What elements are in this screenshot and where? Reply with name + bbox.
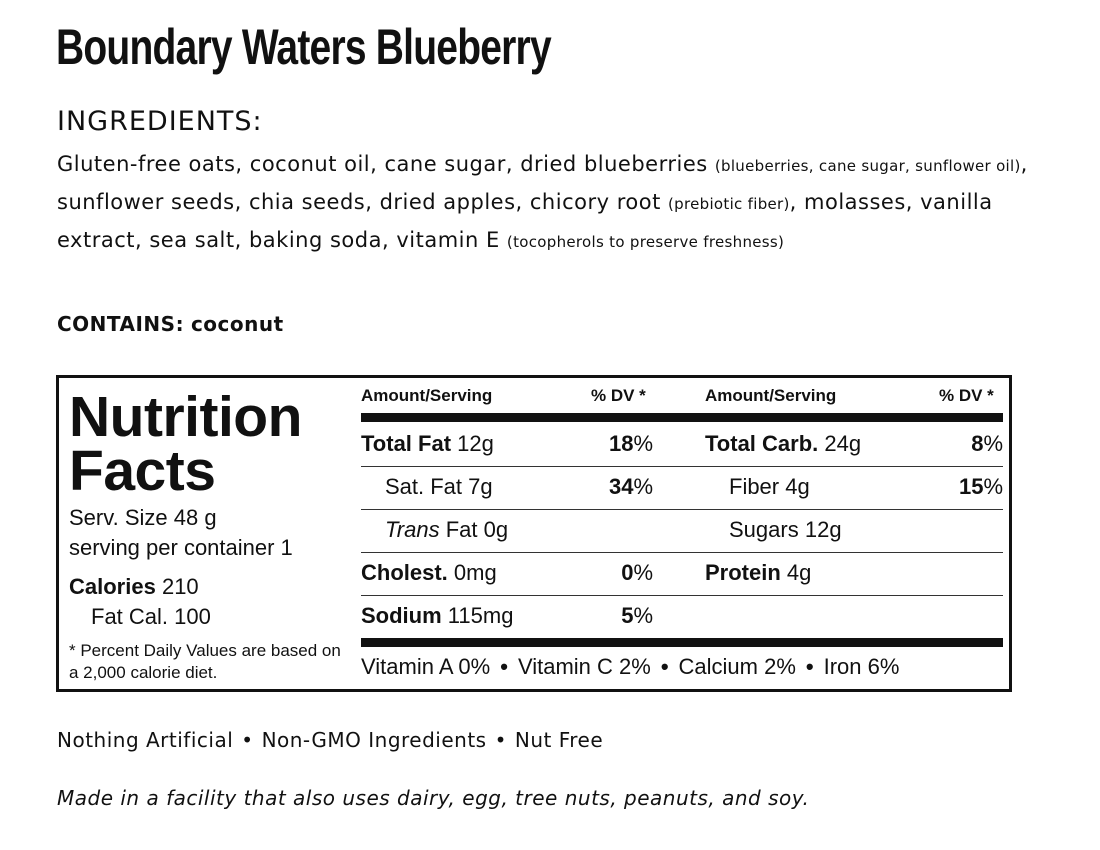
dv-sat-fat — [561, 474, 653, 500]
dv-header-right: % DV * — [939, 386, 994, 405]
calcium: Calcium 2% — [678, 654, 796, 679]
nutrient-label: Sugars — [729, 517, 799, 542]
nutrient-total-carb — [705, 431, 861, 457]
dv-value: 15 — [958, 474, 984, 499]
dv-cholesterol — [561, 560, 653, 586]
dv-total-carb — [911, 431, 1003, 457]
product-claims — [57, 728, 603, 752]
nutrition-summary — [69, 378, 349, 689]
row-divider — [361, 509, 1003, 510]
amount-header-left: Amount/Serving — [361, 386, 493, 405]
pct-sign: % — [633, 560, 653, 585]
vitamin-rule — [361, 638, 1003, 647]
claim-separator: • — [241, 728, 254, 752]
claim-nut-free: Nut Free — [514, 728, 604, 752]
ingredients-subnote: (tocopherols to preserve freshness) — [506, 233, 785, 251]
fat-calories: Fat Cal. 100 — [91, 604, 211, 629]
vitamin-separator: • — [500, 654, 508, 679]
nutrient-protein — [705, 560, 811, 586]
pct-sign: % — [633, 431, 653, 456]
nutrient-sugars — [729, 517, 842, 543]
ingredients-part: Gluten-free oats, coconut oil, cane sugar, dried blueberries — [57, 152, 715, 176]
nutrient-label: Total Fat — [361, 431, 452, 456]
amount-header-right: Amount/Serving — [705, 386, 837, 405]
daily-value-note: * Percent Daily Values are based on a 2,000 calorie diet. — [69, 641, 341, 682]
dv-value: 18 — [608, 431, 634, 456]
vitamin-c: Vitamin C 2% — [517, 654, 651, 679]
dv-value: 34 — [608, 474, 634, 499]
nutrient-amount: 4g — [785, 474, 810, 499]
pct-sign: % — [633, 603, 653, 628]
nutrient-label: Fiber — [729, 474, 780, 499]
dv-value: 5 — [621, 603, 634, 628]
dv-value: 8 — [971, 431, 984, 456]
nutrient-label: Sat. Fat — [385, 474, 463, 499]
nutrient-fiber — [729, 474, 810, 500]
nutrient-sat-fat — [385, 474, 493, 500]
claim-nothing-artificial: Nothing Artificial — [57, 728, 234, 752]
nutrient-sodium — [361, 603, 513, 629]
claim-separator: • — [494, 728, 507, 752]
calories-label: Calories — [69, 574, 156, 599]
contains-label: CONTAINS: — [57, 312, 185, 336]
ingredients-part: , sunflower seeds, chia seeds, dried apples, chicory root — [57, 152, 1028, 214]
nutrient-trans-fat — [385, 517, 508, 543]
dv-total-fat — [561, 431, 653, 457]
nutrient-amount: 0mg — [453, 560, 497, 585]
row-divider — [361, 466, 1003, 467]
ingredients-subnote: (blueberries, cane sugar, sunflower oil) — [714, 157, 1021, 175]
contains-statement — [57, 312, 284, 336]
calories — [69, 574, 199, 600]
header-rule — [361, 413, 1003, 422]
contains-value: coconut — [190, 312, 284, 336]
nutrition-title-line: Nutrition — [69, 385, 302, 449]
servings-per-container: serving per container 1 — [69, 535, 293, 560]
dv-value: 0 — [621, 560, 634, 585]
ingredients-subnote: (prebiotic fiber) — [667, 195, 790, 213]
ingredients-part: , molasses, vanilla extract, sea salt, baking soda, vitamin E — [57, 190, 993, 252]
vitamin-row — [361, 654, 1003, 680]
pct-sign: % — [633, 474, 653, 499]
nutrient-amount: 12g — [457, 431, 494, 456]
nutrition-facts-panel — [56, 375, 1012, 692]
calories-value: 210 — [161, 574, 199, 599]
vitamin-separator: • — [805, 654, 814, 679]
facts-title-line: Facts — [69, 439, 216, 503]
nutrient-label: Sodium — [361, 603, 442, 628]
nutrient-label: Total Carb. — [705, 431, 819, 456]
nutrient-label: Trans — [385, 517, 440, 542]
nutrient-amount: 4g — [786, 560, 812, 585]
nutrient-total-fat — [361, 431, 494, 457]
ingredients-heading: INGREDIENTS: — [57, 106, 263, 137]
row-divider — [361, 595, 1003, 596]
vitamin-a: Vitamin A 0% — [361, 654, 491, 679]
nutrient-label: Protein — [705, 560, 781, 585]
dv-fiber — [911, 474, 1003, 500]
iron: Iron 6% — [823, 654, 900, 679]
nutrient-label: Cholest. — [361, 560, 448, 585]
nutrient-amount: Fat 0g — [445, 517, 509, 542]
claim-non-gmo: Non-GMO Ingredients — [261, 728, 487, 752]
nutrient-amount: 7g — [468, 474, 493, 499]
nutrient-amount: 24g — [824, 431, 862, 456]
nutrient-cholesterol — [361, 560, 497, 586]
dv-sodium — [561, 603, 653, 629]
nutrition-facts-title — [69, 385, 302, 503]
facility-allergen-note: Made in a facility that also uses dairy, egg, tree nuts, peanuts, and soy. — [57, 786, 810, 810]
nutrient-grid — [361, 378, 1003, 689]
nutrient-amount: 12g — [804, 517, 842, 542]
pct-sign: % — [983, 431, 1003, 456]
vitamin-separator: • — [660, 654, 669, 679]
ingredients-text — [57, 146, 1067, 260]
dv-header-left: % DV * — [591, 386, 646, 405]
nutrient-amount: 115mg — [447, 603, 514, 628]
serving-size: Serv. Size 48 g — [69, 505, 217, 530]
row-divider — [361, 552, 1003, 553]
product-title: Boundary Waters Blueberry — [56, 19, 551, 75]
pct-sign: % — [983, 474, 1003, 499]
